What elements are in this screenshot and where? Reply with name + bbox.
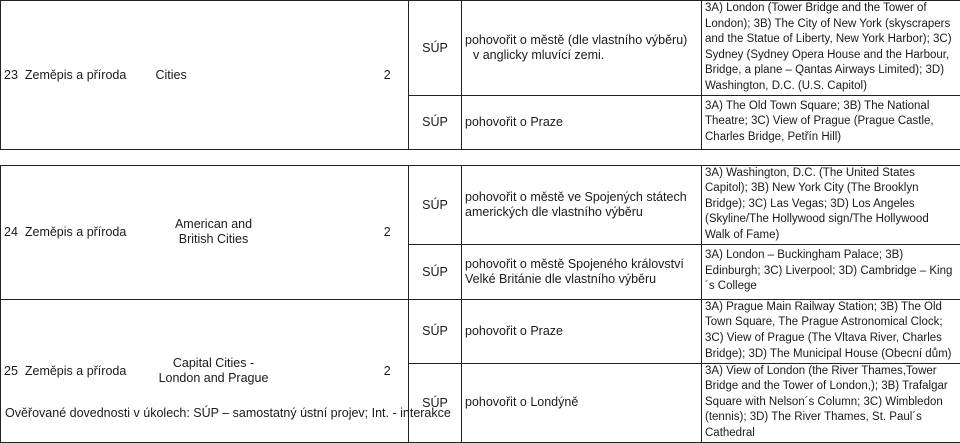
task-skill: SÚP [409,1,462,96]
task-description: 3A) Washington, D.C. (The United States Capitol); 3B) New York City (The Brooklyn Bridge); 3C) Las Vegas; 3D) Los Angeles (Skyline/The Hollywood sign/The Hollywood Walk of Fame) [702,165,960,244]
task-skill: SÚP [409,244,462,299]
task-skill: SÚP [409,95,462,149]
task-skill: SÚP [409,299,462,363]
task-activity-line: v anglicky mluvící zemi. [465,48,698,63]
task-description: 3A) London – Buckingham Palace; 3B) Edinburgh; 3C) Liverpool; 3D) Cambridge – King´s College [702,244,960,299]
empty-cell [275,165,367,299]
row-topic-line: Capital Cities - [173,356,254,370]
task-activity: pohovořit o Praze [462,299,702,363]
table-row [1,299,960,363]
task-activity: pohovořit o městě Spojeného království Velké Británie dle vlastního výběru [462,244,702,299]
row-topic: Cities [156,68,187,82]
row-topic-line: London and Prague [159,371,269,385]
row-topic-line: British Cities [179,232,248,246]
row-subject: Zeměpis a příroda [25,225,126,239]
table-row [1,165,960,244]
task-skill: SÚP [409,363,462,442]
empty-cell [275,1,367,150]
task-description: 3A) The Old Town Square; 3B) The National Theatre; 3C) View of Prague (Prague Castle, Charles Bridge, Petřín Hill) [702,95,960,149]
task-activity: pohovořit o Londýně [462,363,702,442]
row-number-subject-cell [1,165,153,299]
row-number: 24 [4,225,18,239]
table-row [1,1,960,96]
spacer-cell [1,149,960,165]
row-number: 25 [4,364,18,378]
row-subject: Zeměpis a příroda [25,68,126,82]
row-number: 23 [4,68,18,82]
footnote: Ověřované dovednosti v úkolech: SÚP – samostatný ústní projev; Int. - interakce [5,406,451,421]
task-description: 3A) London (Tower Bridge and the Tower of London); 3B) The City of New York (skyscrapers and the Statue of Liberty, New York Harbor); 3C) Sydney (Sydney Opera House and the Harbour, Bridge, a plane – Qantas Airways Limited); 3D) Washington, D.C. (U.S. Capitol) [702,1,960,96]
row-hours: 2 [367,165,409,299]
row-subject: Zeměpis a příroda [25,364,126,378]
row-number-subject-cell [1,1,153,150]
task-activity: pohovořit o Praze [462,95,702,149]
row-topic-line: American and [175,217,252,231]
row-spacer [1,149,960,165]
task-activity: pohovořit o městě ve Spojených státech amerických dle vlastního výběru [462,165,702,244]
row-topic-cell [153,1,275,150]
row-hours: 2 [367,299,409,442]
row-hours: 2 [367,1,409,150]
task-skill: SÚP [409,165,462,244]
task-description: 3A) Prague Main Railway Station; 3B) The Old Town Square, The Prague Astronomical Clock; 3C) View of Prague (The Vltava River, Charles Bridge); 3D) The Municipal House (Obecní dům) [702,299,960,363]
task-description: 3A) View of London (the River Thames,Tower Bridge and the Tower of London,); 3B) Trafalgar Square with Nelson´s Column; 3C) Wimbledon (tennis); 3D) The River Thames, St. Paul´s Cathedral [702,363,960,442]
task-activity [462,1,702,96]
row-topic-cell [153,165,275,299]
task-activity-line: pohovořit o městě (dle vlastního výběru) [465,33,687,47]
